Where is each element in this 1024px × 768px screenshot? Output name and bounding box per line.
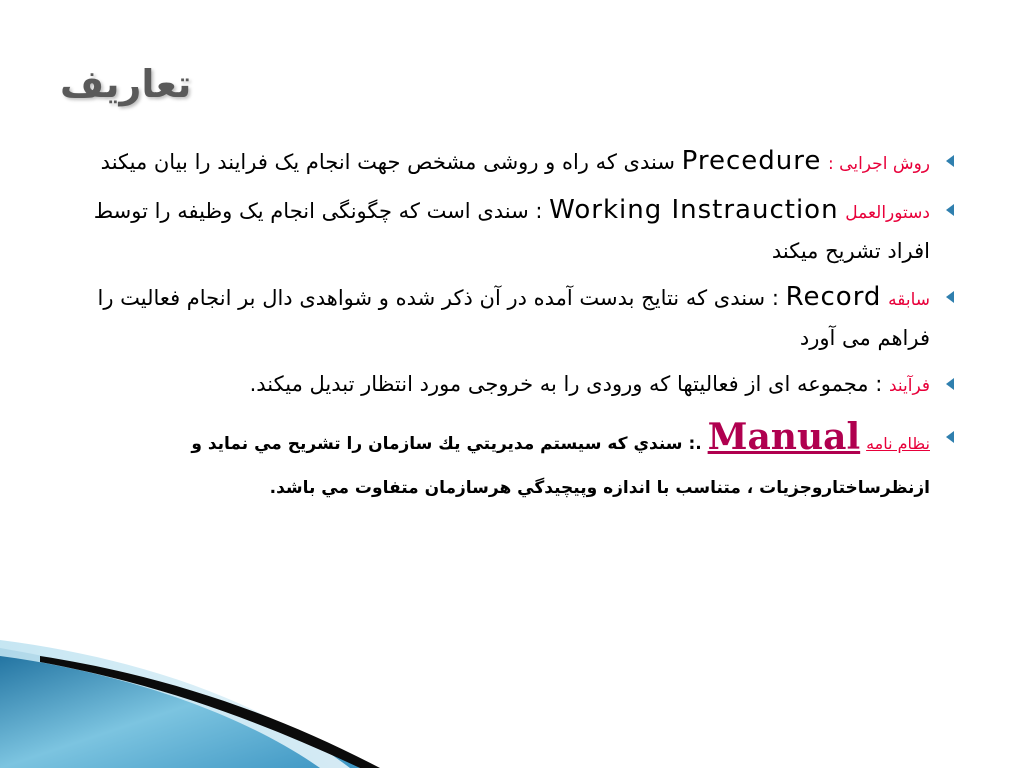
manual-label: نظام نامه	[866, 434, 930, 453]
item-text: : مجموعه ای از فعالیتها که ورودی را به خروجی مورد انتظار تبدیل میکند.	[249, 372, 883, 396]
list-item-record	[58, 278, 930, 357]
triangle-bullet-icon	[946, 291, 954, 303]
item-label: دستورالعمل	[845, 203, 930, 223]
item-label: فرآیند	[888, 376, 930, 396]
item-label: روش اجرایی :	[828, 154, 930, 174]
triangle-bullet-icon	[946, 431, 954, 443]
item-text: : سندی که نتایج بدست آمده در آن ذکر شده و شواهدی دال بر انجام فعالیت را فراهم می آورد	[97, 286, 930, 350]
item-text: سندی که راه و روشی مشخص جهت انجام یک فرایند را بیان میکند	[100, 150, 675, 174]
item-text: : سندی است که چگونگی انجام یک وظیفه را توسط افراد تشریح میکند	[93, 199, 930, 263]
item-term: Record	[785, 282, 882, 312]
list-item-process	[58, 365, 930, 405]
manual-text: سندي كه سيستم مديريتي يك سازمان را تشريح مي نمايد و ازنظرساختاروجزيات ، متناسب با اندازه وپيچيدگي هرسازمان متفاوت مي باشد.	[191, 434, 930, 498]
triangle-bullet-icon	[946, 378, 954, 390]
triangle-bullet-icon	[946, 155, 954, 167]
item-term: Precedure	[681, 146, 822, 176]
list-item-working-instruction	[58, 191, 930, 270]
list-item-manual	[58, 415, 930, 510]
manual-separator: .:	[688, 434, 702, 454]
item-term: Working Instrauction	[549, 195, 839, 225]
item-label: سابقه	[888, 290, 930, 310]
manual-term: Manual	[707, 416, 861, 458]
definitions-list	[58, 142, 930, 518]
triangle-bullet-icon	[946, 204, 954, 216]
list-item-procedure	[58, 142, 930, 183]
page-title: تعاریف	[60, 62, 192, 106]
